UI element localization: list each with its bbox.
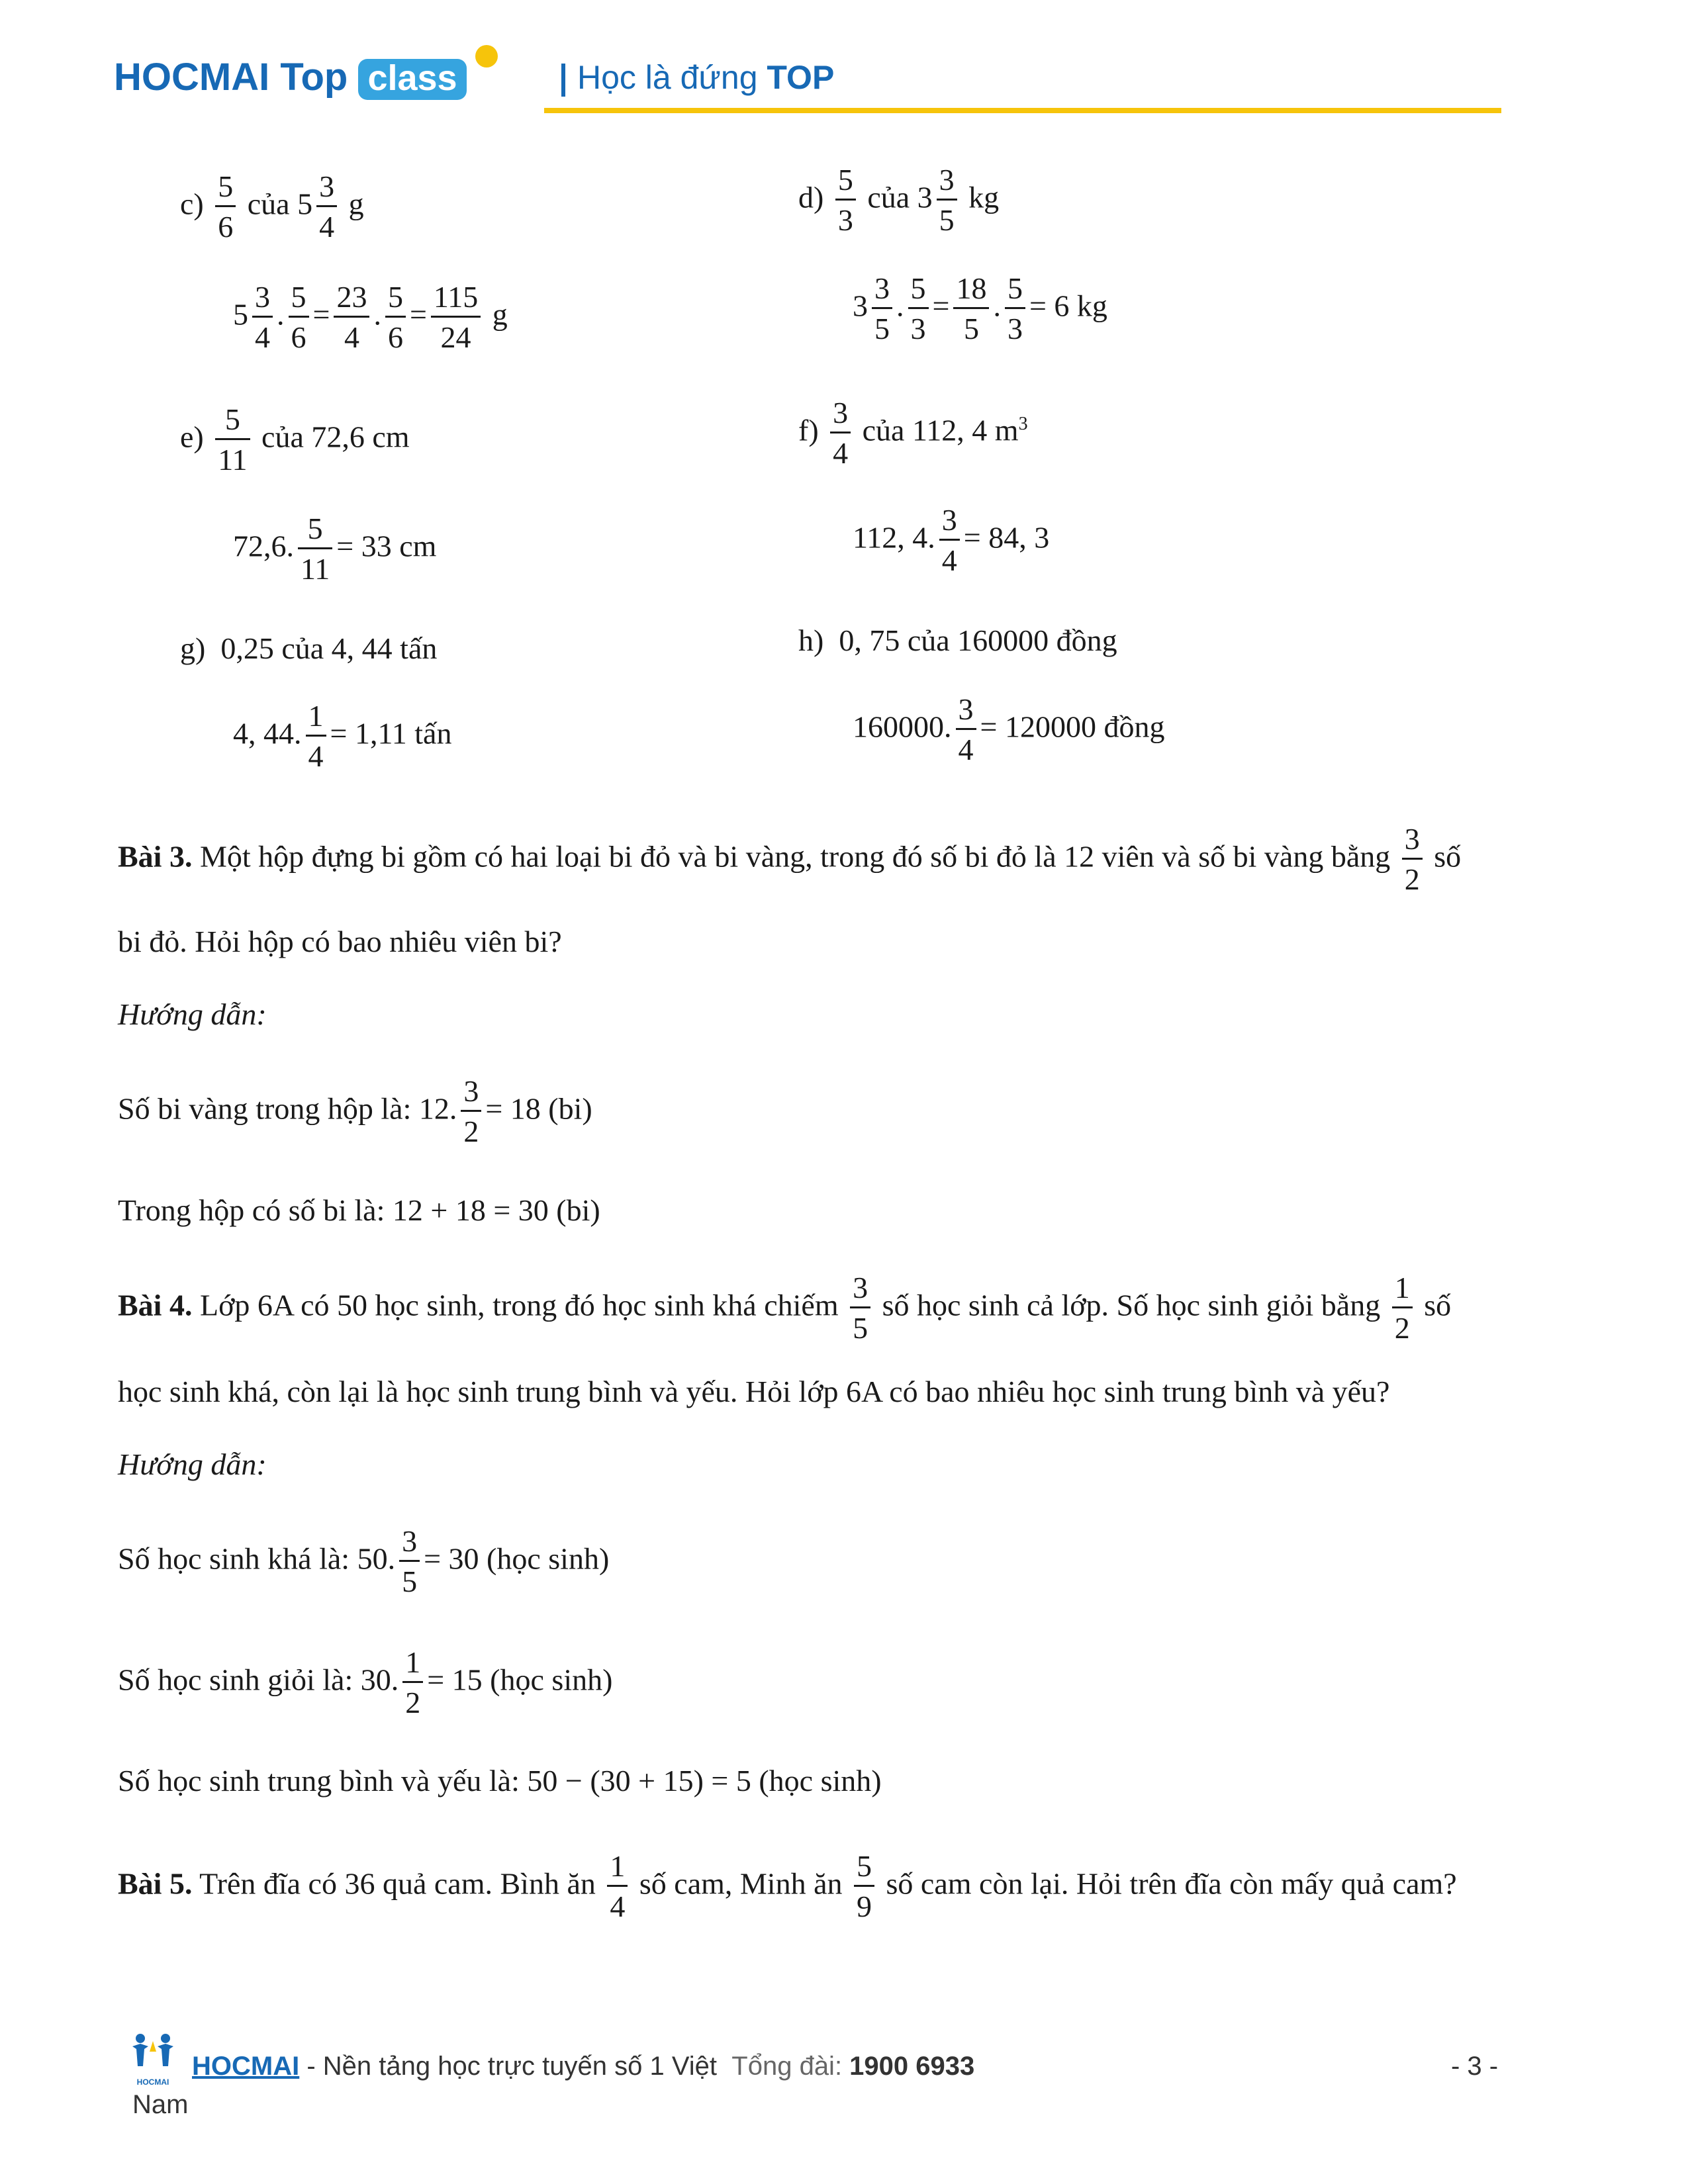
numerator: 5 xyxy=(298,513,332,549)
unit: cm xyxy=(399,529,437,563)
unit: kg xyxy=(968,180,1000,214)
denominator: 5 xyxy=(874,312,890,346)
footer-logo xyxy=(130,2032,176,2087)
part-g-answer: 4, 44. $\frac{1}{4}$ = 1,11 tấn xyxy=(233,699,452,774)
fraction xyxy=(607,1850,628,1923)
footer-brand-link[interactable]: HOCMAI xyxy=(192,2052,300,2081)
denominator: 4 xyxy=(610,1889,626,1924)
part-f-label: f) xyxy=(798,413,819,447)
part-h-label: h) xyxy=(798,623,824,657)
bai4-step3: Số học sinh trung bình và yếu là: 50 − (30 + 15) = 5 (học sinh) xyxy=(118,1764,882,1797)
numerator: 1 xyxy=(402,1647,423,1683)
fraction xyxy=(937,164,957,237)
denominator: 5 xyxy=(402,1565,418,1599)
people-icon xyxy=(130,2032,176,2069)
bai3-guide: Hướng dẫn: xyxy=(118,997,267,1031)
fraction xyxy=(385,281,406,354)
bai3-text1: Một hộp đựng bi gồm có hai loại bi đỏ và bi vàng, trong đó số bi đỏ là 12 viên và số bi vàng bằng xyxy=(199,839,1391,874)
numerator: 5 xyxy=(854,1850,874,1887)
denominator: 3 xyxy=(837,203,853,238)
mixed-whole: 5 xyxy=(233,297,248,332)
denominator: 2 xyxy=(1394,1311,1410,1345)
step-prefix: Số học sinh giỏi là: 30. xyxy=(118,1662,399,1697)
part-g-label: g) xyxy=(180,631,206,665)
denominator: 4 xyxy=(308,739,324,774)
part-g-question xyxy=(180,633,437,664)
part-h-answer: 160000. $\frac{3}{4}$ = 120000 đồng xyxy=(853,692,1165,767)
fraction xyxy=(316,171,337,244)
result: 84, 3 xyxy=(988,520,1050,555)
denominator: 9 xyxy=(857,1889,872,1924)
question-text: 0,25 của 4, 44 tấn xyxy=(220,631,438,665)
part-d-question xyxy=(798,164,999,237)
part-e-answer: 72,6. $\frac{5}{11}$ = 33 cm xyxy=(233,512,437,586)
denominator: 4 xyxy=(319,210,335,244)
footer-logo-caption: HOCMAI xyxy=(136,2077,169,2087)
numerator: 3 xyxy=(937,164,957,201)
superscript: 3 xyxy=(1018,414,1028,435)
fraction xyxy=(939,504,960,577)
question-text: của 72,6 cm xyxy=(261,420,410,454)
denominator: 5 xyxy=(963,312,979,346)
part-c-question xyxy=(180,171,364,244)
part-e-label: e) xyxy=(180,420,204,454)
mixed-whole: 3 xyxy=(853,289,868,323)
unit: g xyxy=(348,187,364,221)
fraction xyxy=(850,1272,870,1345)
of-word: của xyxy=(247,187,290,221)
logo-top: Top xyxy=(280,56,348,99)
step-result: = 30 (học sinh) xyxy=(424,1541,610,1576)
part-f-answer: 112, 4. $\frac{3}{4}$ = 84, 3 xyxy=(853,503,1050,578)
question-text: của 112, 4 m xyxy=(862,413,1019,447)
result: 1,11 tấn xyxy=(354,716,452,751)
logo-brand: HOCMAI xyxy=(114,56,270,99)
mixed-whole: 5 xyxy=(297,187,313,221)
bai4-text1: Lớp 6A có 50 học sinh, trong đó học sinh khá chiếm xyxy=(199,1288,839,1322)
result: 33 xyxy=(361,529,392,563)
fraction xyxy=(431,281,481,354)
bai3-line2: bi đỏ. Hỏi hộp có bao nhiêu viên bi? xyxy=(118,925,562,958)
logo-star-icon xyxy=(475,45,498,68)
denominator: 6 xyxy=(218,210,234,244)
step-result: = 18 (bi) xyxy=(485,1091,592,1126)
header-underline xyxy=(544,108,1501,113)
mixed-whole: 3 xyxy=(917,180,933,214)
step-result: = 15 (học sinh) xyxy=(427,1662,613,1697)
numerator: 5 xyxy=(215,404,250,440)
fraction xyxy=(1392,1272,1413,1345)
of-word: của xyxy=(867,180,910,214)
fraction xyxy=(854,1850,874,1923)
part-e-question xyxy=(180,404,410,477)
numerator: 23 xyxy=(334,281,369,318)
fraction xyxy=(252,281,273,354)
fraction xyxy=(402,1647,423,1719)
part-c-answer: 5 $\frac{3}{4}$ . $\frac{5}{6}$ = $\frac{23}{4}$ . $\frac{5}{6}$ = $\frac{115}{24}$ g xyxy=(233,280,508,355)
slogan-prefix: Học là đứng xyxy=(577,59,758,96)
numerator: 5 xyxy=(385,281,406,318)
numerator: 3 xyxy=(399,1525,420,1562)
footer-wrap: Nam xyxy=(132,2090,189,2119)
denominator: 24 xyxy=(440,320,471,355)
bai5-text3: số cam còn lại. Hỏi trên đĩa còn mấy quả cam? xyxy=(886,1866,1457,1901)
numerator: 5 xyxy=(835,164,856,201)
fraction xyxy=(1005,273,1025,345)
question-text: 0, 75 của 160000 đồng xyxy=(839,623,1117,657)
part-d-label: d) xyxy=(798,180,824,214)
answer-prefix: 4, 44. xyxy=(233,716,302,751)
numerator: 3 xyxy=(956,694,976,730)
numerator: 3 xyxy=(872,273,892,309)
slogan-top: TOP xyxy=(767,59,835,96)
bai4-text2: số học sinh cả lớp. Số học sinh giỏi bằng xyxy=(882,1288,1381,1322)
fraction xyxy=(956,694,976,766)
fraction xyxy=(461,1075,481,1148)
fraction xyxy=(399,1525,420,1598)
bai5-statement xyxy=(118,1850,1457,1923)
numerator: 3 xyxy=(939,504,960,541)
fraction xyxy=(215,171,236,244)
denominator: 5 xyxy=(853,1311,868,1345)
part-c-label: c) xyxy=(180,187,204,221)
numerator: 1 xyxy=(607,1850,628,1887)
numerator: 3 xyxy=(252,281,273,318)
header-divider xyxy=(561,64,565,97)
fraction xyxy=(835,164,856,237)
bai5-title: Bài 5. xyxy=(118,1866,193,1901)
footer-text xyxy=(192,2053,974,2079)
bai4-line2: học sinh khá, còn lại là học sinh trung bình và yếu. Hỏi lớp 6A có bao nhiêu học sinh trung bình và yếu? xyxy=(118,1375,1390,1408)
step-prefix: Số học sinh khá là: 50. xyxy=(118,1541,396,1576)
fraction xyxy=(215,404,250,477)
bai3-step2: Trong hộp có số bi là: 12 + 18 = 30 (bi) xyxy=(118,1193,600,1227)
fraction xyxy=(953,273,989,345)
bai4-statement xyxy=(118,1272,1451,1345)
bai3-text2: số xyxy=(1434,839,1462,874)
denominator: 2 xyxy=(1404,862,1420,897)
fraction xyxy=(908,273,929,345)
footer-tagline: - Nền tảng học trực tuyến số 1 Việt xyxy=(299,2052,718,2081)
denominator: 4 xyxy=(255,320,270,355)
numerator: 3 xyxy=(850,1272,870,1308)
denominator: 4 xyxy=(958,733,974,767)
numerator: 115 xyxy=(431,281,481,318)
numerator: 5 xyxy=(1005,273,1025,309)
answer-prefix: 112, 4. xyxy=(853,520,935,555)
denominator: 2 xyxy=(463,1115,479,1149)
numerator: 5 xyxy=(908,273,929,309)
numerator: 3 xyxy=(316,171,337,207)
page-number: - 3 - xyxy=(1451,2052,1499,2081)
answer-prefix: 72,6. xyxy=(233,529,294,563)
step-prefix: Số bi vàng trong hộp là: 12. xyxy=(118,1091,457,1126)
denominator: 2 xyxy=(405,1686,421,1720)
denominator: 6 xyxy=(387,320,403,355)
unit: kg xyxy=(1076,289,1107,323)
denominator: 3 xyxy=(910,312,926,346)
fraction xyxy=(1402,823,1423,896)
bai3-title: Bài 3. xyxy=(118,839,193,874)
result: 6 xyxy=(1054,289,1070,323)
numerator: 1 xyxy=(1392,1272,1413,1308)
bai5-text2: số cam, Minh ăn xyxy=(639,1866,843,1901)
denominator: 6 xyxy=(291,320,306,355)
numerator: 18 xyxy=(953,273,989,309)
denominator: 4 xyxy=(941,543,957,578)
logo-class-badge: class xyxy=(358,59,466,100)
numerator: 3 xyxy=(1402,823,1423,860)
numerator: 1 xyxy=(306,700,326,737)
bai4-step2 xyxy=(118,1647,612,1719)
numerator: 5 xyxy=(215,171,236,207)
fraction xyxy=(830,397,851,470)
header-logo xyxy=(114,58,467,100)
fraction xyxy=(872,273,892,345)
unit: g xyxy=(492,297,508,332)
bai3-step1 xyxy=(118,1075,592,1148)
fraction xyxy=(334,281,369,354)
numerator: 3 xyxy=(461,1075,481,1112)
fraction xyxy=(298,513,332,586)
hotline-label: Tổng đài: xyxy=(731,2052,850,2081)
bai3-statement xyxy=(118,823,1461,896)
header-slogan xyxy=(577,61,834,94)
denominator: 4 xyxy=(344,320,359,355)
part-f-question xyxy=(798,397,1028,470)
result: 120000 đồng xyxy=(1004,709,1165,744)
denominator: 4 xyxy=(833,436,849,471)
bai4-guide: Hướng dẫn: xyxy=(118,1447,267,1481)
answer-prefix: 160000. xyxy=(853,709,952,744)
denominator: 5 xyxy=(939,203,955,238)
denominator: 11 xyxy=(301,552,330,586)
fraction xyxy=(289,281,309,354)
bai4-text3: số xyxy=(1424,1288,1452,1322)
numerator: 5 xyxy=(289,281,309,318)
fraction xyxy=(306,700,326,773)
hotline-number: 1900 6933 xyxy=(849,2052,975,2081)
part-d-answer: 3 $\frac{3}{5}$ . $\frac{5}{3}$ = $\frac{18}{5}$ . $\frac{5}{3}$ = 6 kg xyxy=(853,271,1107,346)
bai5-text1: Trên đĩa có 36 quả cam. Bình ăn xyxy=(199,1866,596,1901)
part-h-question xyxy=(798,625,1117,656)
denominator: 11 xyxy=(218,443,248,477)
bai4-step1 xyxy=(118,1525,609,1598)
numerator: 3 xyxy=(830,397,851,433)
bai4-title: Bài 4. xyxy=(118,1288,193,1322)
denominator: 3 xyxy=(1007,312,1023,346)
